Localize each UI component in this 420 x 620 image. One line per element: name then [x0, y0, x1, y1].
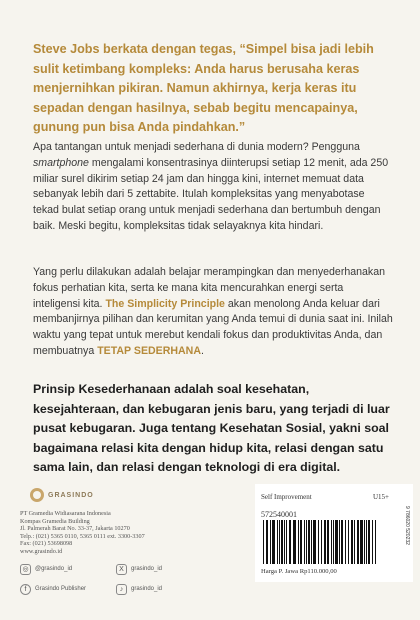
barcode-stripe — [304, 520, 305, 564]
barcode-stripe — [331, 520, 332, 564]
social-instagram[interactable] — [20, 564, 116, 575]
book-category: Self Improvement — [261, 493, 312, 501]
address-line: Kompas Gramedia Building — [20, 517, 90, 525]
price-label: Harga P. Jawa Rp110.000,00 — [261, 568, 337, 575]
paragraph-simplify-focus — [33, 265, 393, 360]
barcode-graphic — [261, 520, 381, 564]
barcode-stripe — [311, 520, 312, 564]
steve-jobs-quote: Steve Jobs berkata dengan tegas, “Simpel bisa jadi lebih sulit ketimbang kompleks: Anda harus berusaha keras menjernihkan pikiran. Namun akhirnya, kerja keras itu sepadan dengan hasilnya, sebab begitu mencapainya, gunung pun bisa Anda pindahkan.” — [33, 42, 374, 134]
publisher-logo-text: GRASINDO — [48, 491, 94, 499]
barcode-stripe — [366, 520, 367, 564]
barcode-stripe — [286, 520, 287, 564]
paragraph2-part1: Yang perlu dilakukan adalah belajar merampingkan dan menyederhanakan fokus perhatian kita, serta ke mana kita mencurahkan energi serta inteligensi kita. — [33, 266, 385, 310]
barcode-stripe — [263, 520, 264, 564]
barcode-stripe — [364, 520, 365, 564]
barcode-stripe — [339, 520, 340, 564]
barcode-stripe — [266, 520, 268, 564]
isbn-number: 9 786020 520232 — [404, 506, 410, 545]
barcode-stripe — [270, 520, 271, 564]
address-line: www.grasindo.id — [20, 547, 63, 555]
address-line: Fax: (021) 53698098 — [20, 540, 73, 548]
age-rating: U15+ — [372, 493, 389, 501]
barcode-stripe — [321, 520, 322, 564]
barcode-stripe — [318, 520, 319, 564]
social-x[interactable] — [116, 564, 212, 575]
barcode-stripe — [272, 520, 275, 564]
barcode-stripe — [279, 520, 280, 564]
publisher-logo — [30, 488, 220, 502]
book-title-mention: The Simplicity Principle — [105, 297, 225, 310]
barcode-stripe — [327, 520, 329, 564]
tetap-sederhana-emphasis: TETAP SEDERHANA — [97, 344, 201, 357]
barcode-stripe — [348, 520, 349, 564]
barcode-stripe — [308, 520, 310, 564]
barcode-stripe — [345, 520, 346, 564]
simplicity-principle-summary: Prinsip Kesederhanaan adalah soal kesehatan, kesejahteraan, dan kebugaran jenis baru, yang terjadi di luar pusat kebugaran. Juga tentang Kesehatan Sosial, yakni soal bagaimana relasi kita dengan hidup kita, relasi dengan satu sama lain, dan relasi dengan teknologi di era digital. — [33, 382, 390, 474]
smartphone-term: smartphone — [33, 156, 89, 169]
social-handle: grasindo_id — [131, 586, 163, 592]
barcode-stripe — [284, 520, 285, 564]
social-tiktok[interactable] — [116, 584, 212, 595]
facebook-icon: f — [20, 584, 31, 595]
social-facebook[interactable] — [20, 584, 116, 595]
paragraph-modern-challenge — [33, 140, 393, 235]
address-line: Telp.: (021) 5365 0110, 5365 0111 ext. 3300-3307 — [20, 532, 145, 540]
instagram-icon: ◎ — [20, 564, 31, 575]
barcode-stripe — [333, 520, 334, 564]
barcode-stripe — [277, 520, 278, 564]
barcode-stripe — [368, 520, 370, 564]
x-twitter-icon: X — [116, 564, 127, 575]
paragraph2-part2: akan menolong Anda keluar dari membanjirnya pilihan dan kerumitan yang Anda temui di dunia saat ini. Inilah waktu yang tepat untuk merebut kendali fokus dan produktivitas Anda, dan membuatnya — [33, 297, 393, 357]
barcode-stripe — [351, 520, 353, 564]
barcode-stripe — [300, 520, 302, 564]
barcode-stripe — [357, 520, 359, 564]
product-code: 572540001 — [261, 510, 297, 519]
paragraph1-part1: Apa tantangan untuk menjadi sederhana di dunia modern? Pengguna — [33, 141, 360, 153]
tiktok-icon: ♪ — [116, 584, 127, 595]
barcode-stripe — [313, 520, 316, 564]
barcode-stripe — [293, 520, 296, 564]
barcode-stripe — [354, 520, 355, 564]
paragraph1-part2: mengalami konsentrasinya diinterupsi setiap 12 menit, ada 250 miliar surel dikirim setiap 24 jam dan hingga kini, internet memuat data sebanyak lebih dari 5 zettabite. Itulah kompleksitas yang menyabotase tekad bulat setiap orang untuk menjadi sederhana dan bertumbuh dengan baik. Meski begitu, kompleksitas tidak selayaknya kita hindari. — [33, 156, 389, 232]
address-line: Jl. Palmerah Barat No. 33-37, Jakarta 10270 — [20, 525, 130, 533]
barcode-stripe — [372, 520, 373, 564]
barcode-stripe — [298, 520, 299, 564]
barcode-panel — [255, 484, 413, 582]
barcode-stripe — [306, 520, 307, 564]
barcode-stripe — [281, 520, 283, 564]
barcode-stripe — [335, 520, 338, 564]
social-handle: grasindo_id — [131, 566, 163, 572]
publisher-info — [20, 488, 220, 556]
barcode-stripe — [360, 520, 363, 564]
paragraph2-part3: . — [200, 344, 204, 357]
social-media-list — [20, 562, 220, 602]
grasindo-logo-icon — [30, 488, 44, 502]
social-handle: @grasindo_id — [35, 566, 73, 572]
barcode-stripe — [341, 520, 343, 564]
barcode-stripe — [324, 520, 326, 564]
social-handle: Grasindo Publisher — [35, 586, 87, 592]
barcode-stripe — [289, 520, 291, 564]
publisher-address — [20, 510, 220, 556]
address-line: PT Gramedia Widiasarana Indonesia — [20, 510, 111, 517]
barcode-stripe — [375, 520, 376, 564]
